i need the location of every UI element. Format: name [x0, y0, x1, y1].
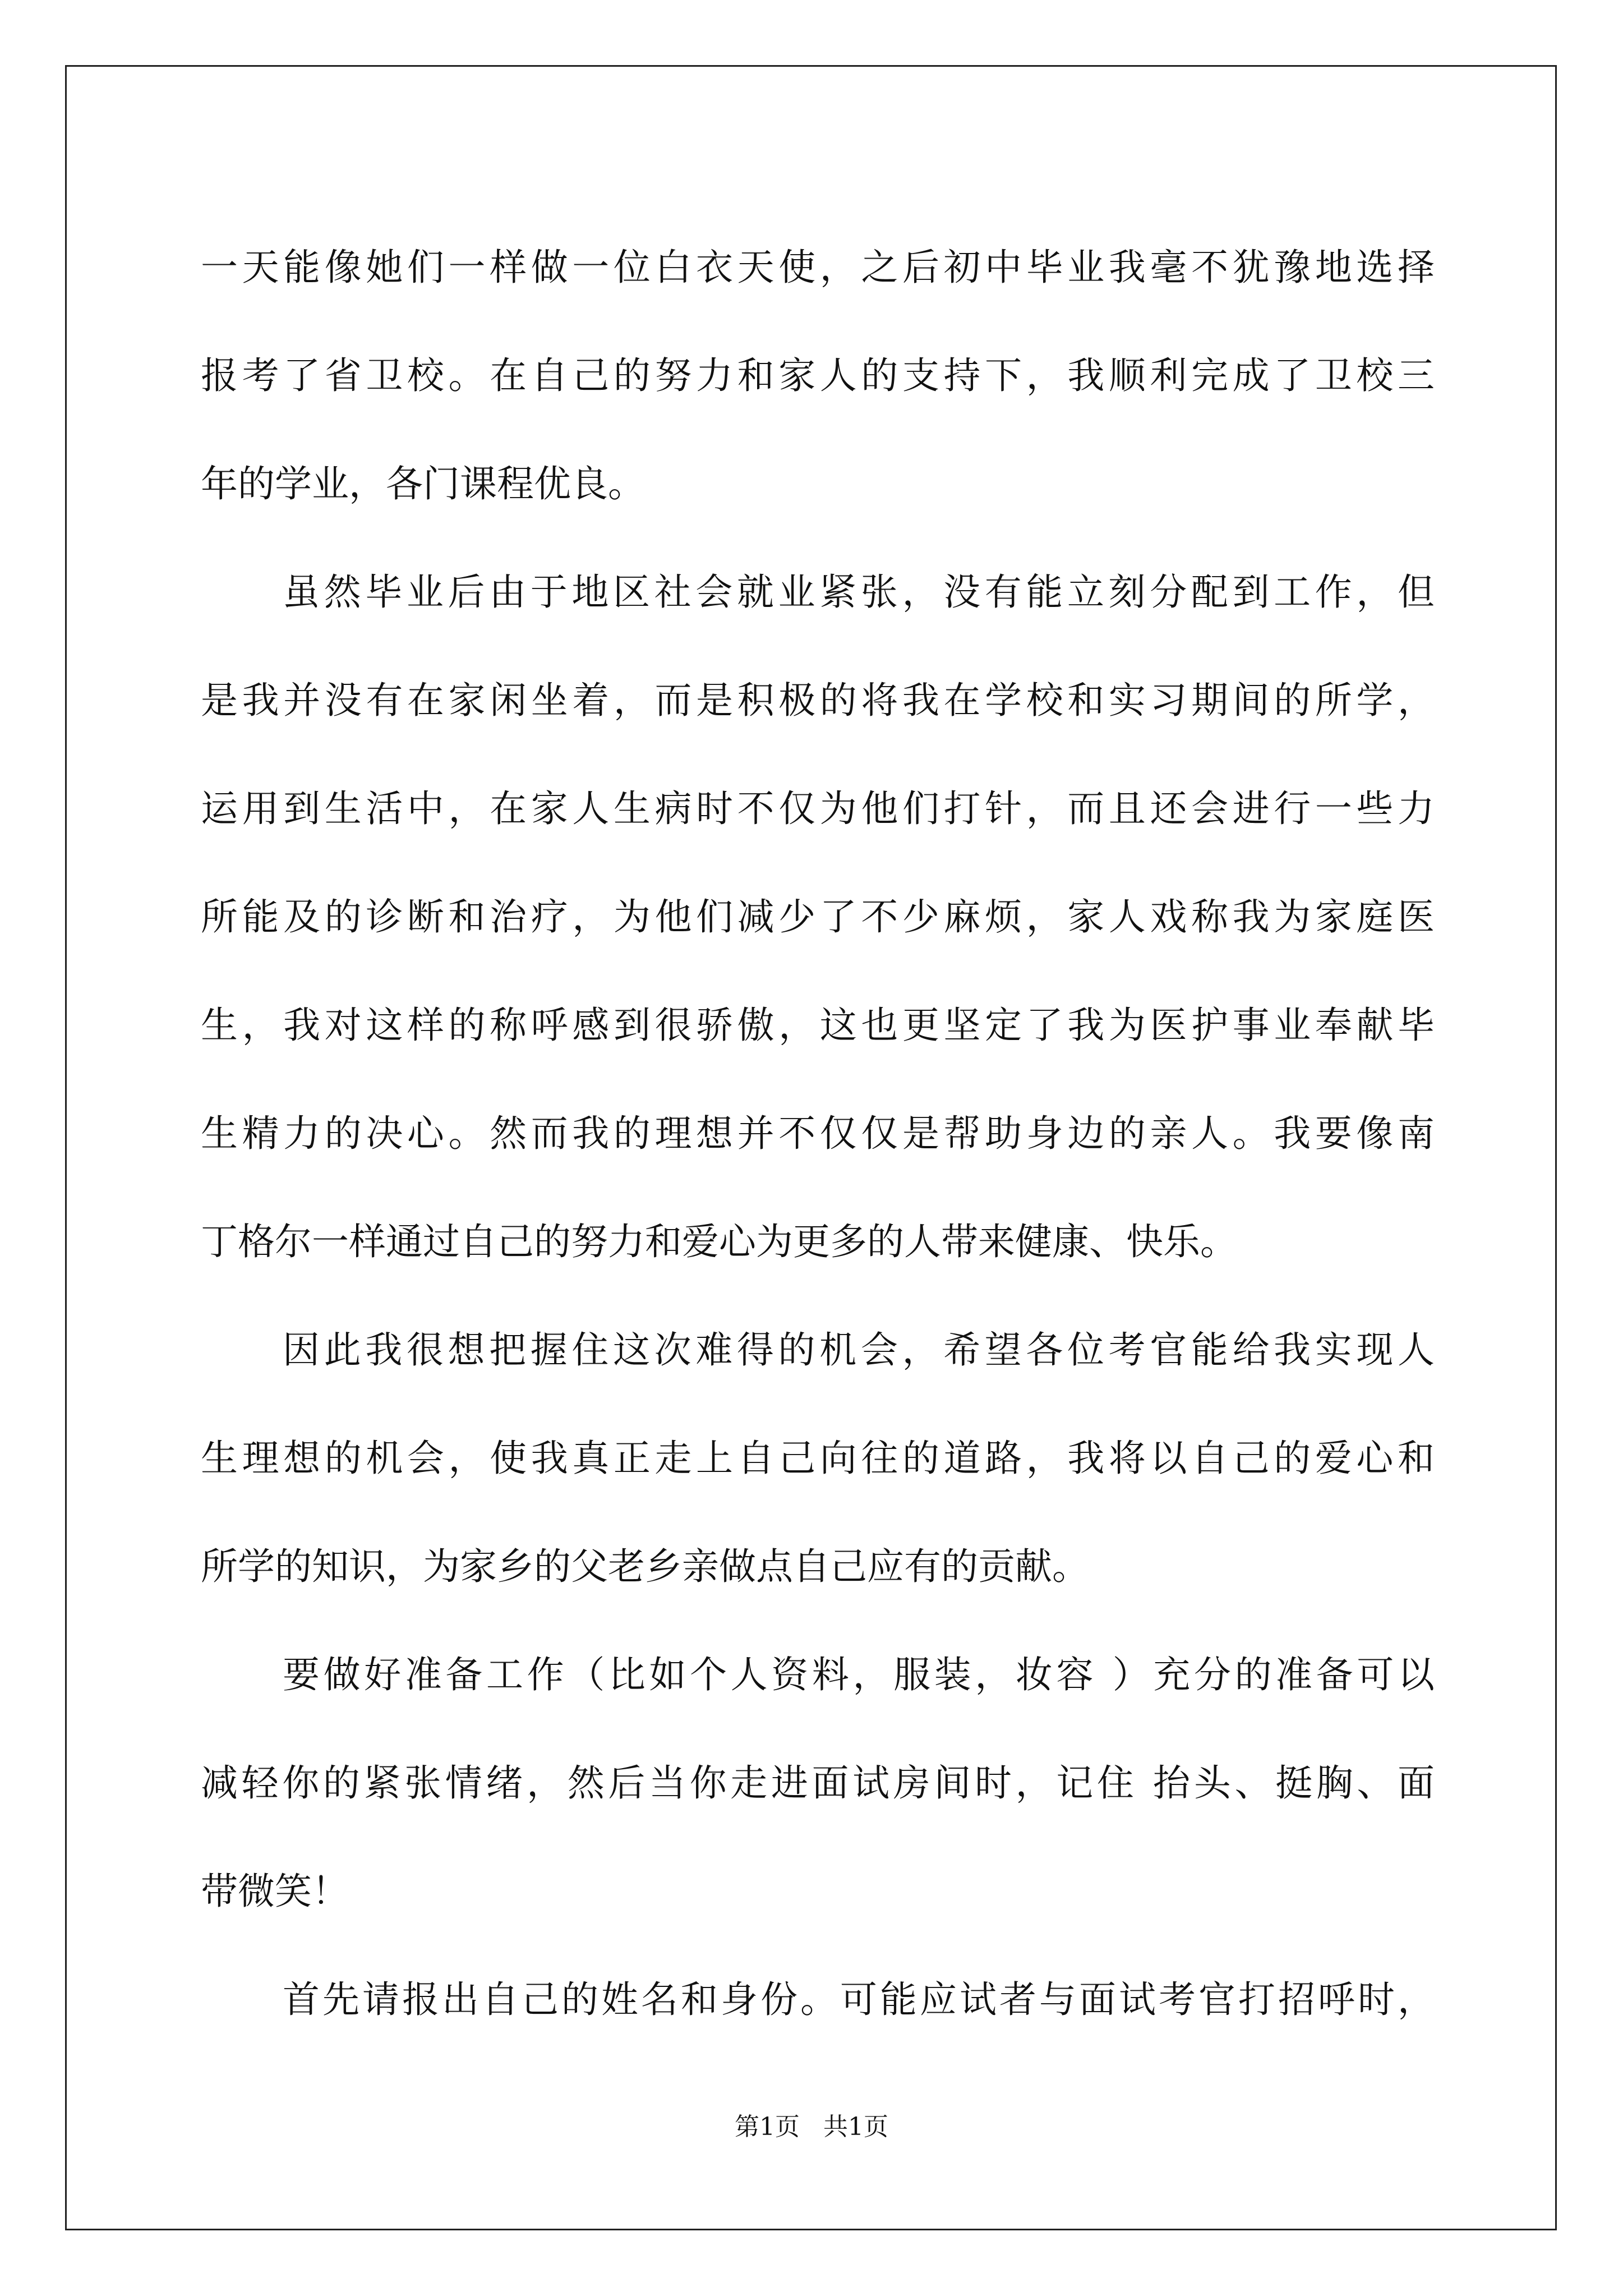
text-line: 要做好准备工作（比如个人资料，服装，妆容 ）充分的准备可以 — [283, 1653, 1435, 1696]
text-line: 生精力的决心。然而我的理想并不仅仅是帮助身边的亲人。我要像南 — [201, 1112, 1435, 1155]
text-line: 所学的知识，为家乡的父老乡亲做点自己应有的贡献。 — [201, 1545, 1089, 1588]
page-number: 第1页 — [735, 2113, 800, 2141]
text-line: 年的学业，各门课程优良。 — [201, 462, 645, 505]
text-line: 生理想的机会，使我真正走上自己向往的道路，我将以自己的爱心和 — [201, 1437, 1435, 1480]
page-footer — [0, 2106, 1623, 2142]
text-line: 丁格尔一样通过自己的努力和爱心为更多的人带来健康、快乐。 — [201, 1220, 1237, 1263]
text-line: 带微笑！ — [201, 1870, 349, 1913]
text-line: 减轻你的紧张情绪，然后当你走进面试房间时，记住 抬头、挺胸、面 — [201, 1761, 1435, 1805]
document-body — [201, 213, 1435, 2054]
text-line: 首先请报出自己的姓名和身份。可能应试者与面试考官打招呼时， — [283, 1978, 1435, 2021]
text-line: 所能及的诊断和治疗，为他们减少了不少麻烦，家人戏称我为家庭医 — [201, 895, 1435, 938]
text-line: 因此我很想把握住这次难得的机会，希望各位考官能给我实现人 — [283, 1328, 1435, 1372]
text-line: 生，我对这样的称呼感到很骄傲，这也更坚定了我为医护事业奉献毕 — [201, 1004, 1435, 1047]
text-line: 虽然毕业后由于地区社会就业紧张，没有能立刻分配到工作，但 — [283, 570, 1435, 614]
text-line: 报考了省卫校。在自己的努力和家人的支持下，我顺利完成了卫校三 — [201, 354, 1435, 397]
text-line: 是我并没有在家闲坐着，而是积极的将我在学校和实习期间的所学， — [201, 679, 1435, 722]
page-total: 共1页 — [823, 2113, 888, 2141]
text-line: 运用到生活中，在家人生病时不仅为他们打针，而且还会进行一些力 — [201, 787, 1435, 830]
text-line: 一天能像她们一样做一位白衣天使，之后初中毕业我毫不犹豫地选择 — [201, 246, 1435, 289]
